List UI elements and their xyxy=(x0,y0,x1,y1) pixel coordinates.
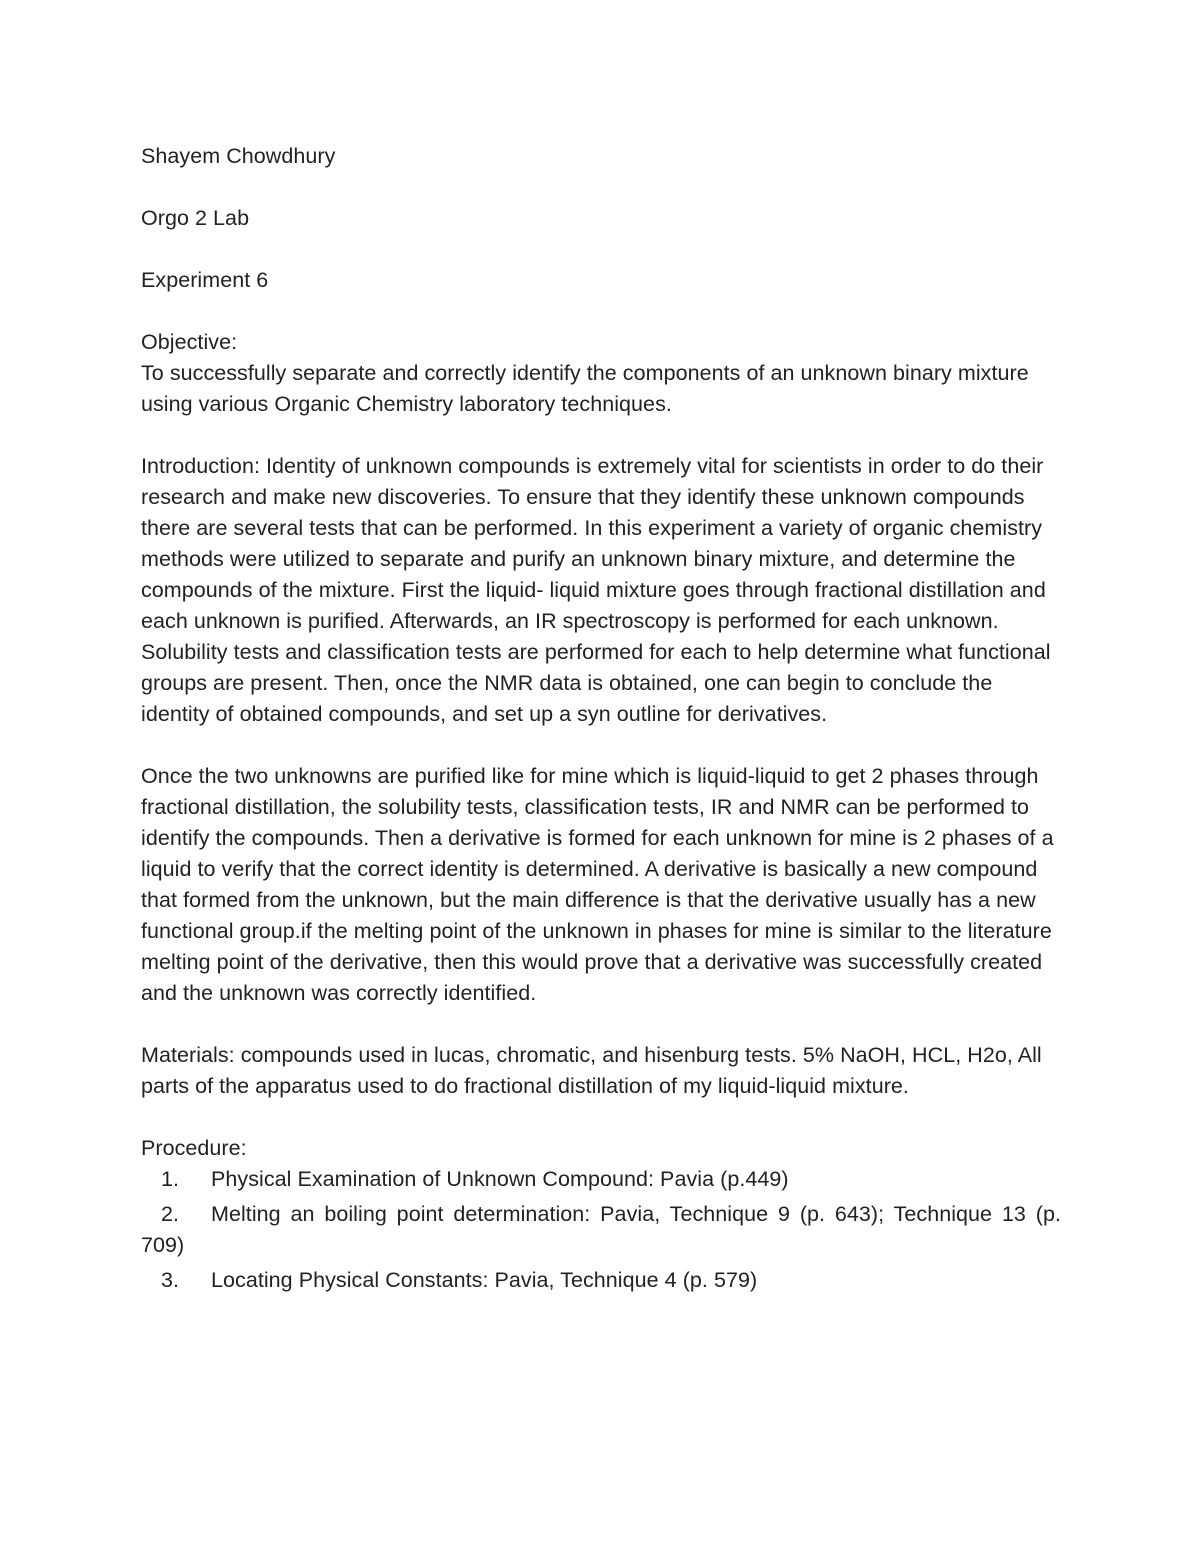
procedure-item-number: 2. xyxy=(161,1202,180,1226)
spacer xyxy=(141,1009,1061,1040)
spacer xyxy=(141,296,1061,327)
procedure-item-text: Melting an boiling point determination: Pavia, Technique 9 (p. 643); Technique 13 (p. 709) xyxy=(141,1202,1061,1257)
spacer xyxy=(141,234,1061,265)
procedure-item xyxy=(141,1164,1061,1195)
procedure-item-text: Physical Examination of Unknown Compound: Pavia (p.449) xyxy=(211,1167,789,1191)
introduction-paragraph: Introduction: Identity of unknown compounds is extremely vital for scientists in order to do their research and make new discoveries. To ensure that they identify these unknown compounds there are several tests that can be performed. In this experiment a variety of organic chemistry methods were utilized to separate and purify an unknown binary mixture, and determine the compounds of the mixture. First the liquid- liquid mixture goes through fractional distillation and each unknown is purified. Afterwards, an IR spectroscopy is performed for each unknown. Solubility tests and classification tests are performed for each to help determine what functional groups are present. Then, once the NMR data is obtained, one can begin to conclude the identity of obtained compounds, and set up a syn outline for derivatives. xyxy=(141,454,1051,726)
spacer xyxy=(141,730,1061,761)
procedure-item xyxy=(141,1265,1061,1296)
course-name: Orgo 2 Lab xyxy=(141,206,250,230)
procedure-item-number: 3. xyxy=(161,1268,180,1292)
author-name: Shayem Chowdhury xyxy=(141,144,336,168)
introduction-paragraph-2: Once the two unknowns are purified like for mine which is liquid-liquid to get 2 phases through fractional distillation, the solubility tests, classification tests, IR and NMR can be performed to identify the compounds. Then a derivative is formed for each unknown for mine is 2 phases of a liquid to verify that the correct identity is determined. A derivative is basically a new compound that formed from the unknown, but the main difference is that the derivative usually has a new functional group.if the melting point of the unknown in phases for mine is similar to the literature melting point of the derivative, then this would prove that a derivative was successfully created and the unknown was correctly identified. xyxy=(141,764,1054,1005)
spacer xyxy=(141,420,1061,451)
objective-text: To successfully separate and correctly identify the components of an unknown binary mixture using various Organic Chemistry laboratory techniques. xyxy=(141,361,1029,416)
spacer xyxy=(141,1102,1061,1133)
procedure-item-number: 1. xyxy=(161,1167,180,1191)
spacer xyxy=(141,172,1061,203)
procedure-item-text: Locating Physical Constants: Pavia, Technique 4 (p. 579) xyxy=(211,1268,758,1292)
procedure-item xyxy=(141,1199,1061,1261)
procedure-heading: Procedure: xyxy=(141,1136,247,1160)
document-page xyxy=(141,141,1061,1296)
materials-paragraph: Materials: compounds used in lucas, chromatic, and hisenburg tests. 5% NaOH, HCL, H2o, All parts of the apparatus used to do fractional distillation of my liquid-liquid mixture. xyxy=(141,1043,1042,1098)
procedure-list xyxy=(141,1164,1061,1296)
experiment-title: Experiment 6 xyxy=(141,268,269,292)
objective-heading: Objective: xyxy=(141,330,238,354)
